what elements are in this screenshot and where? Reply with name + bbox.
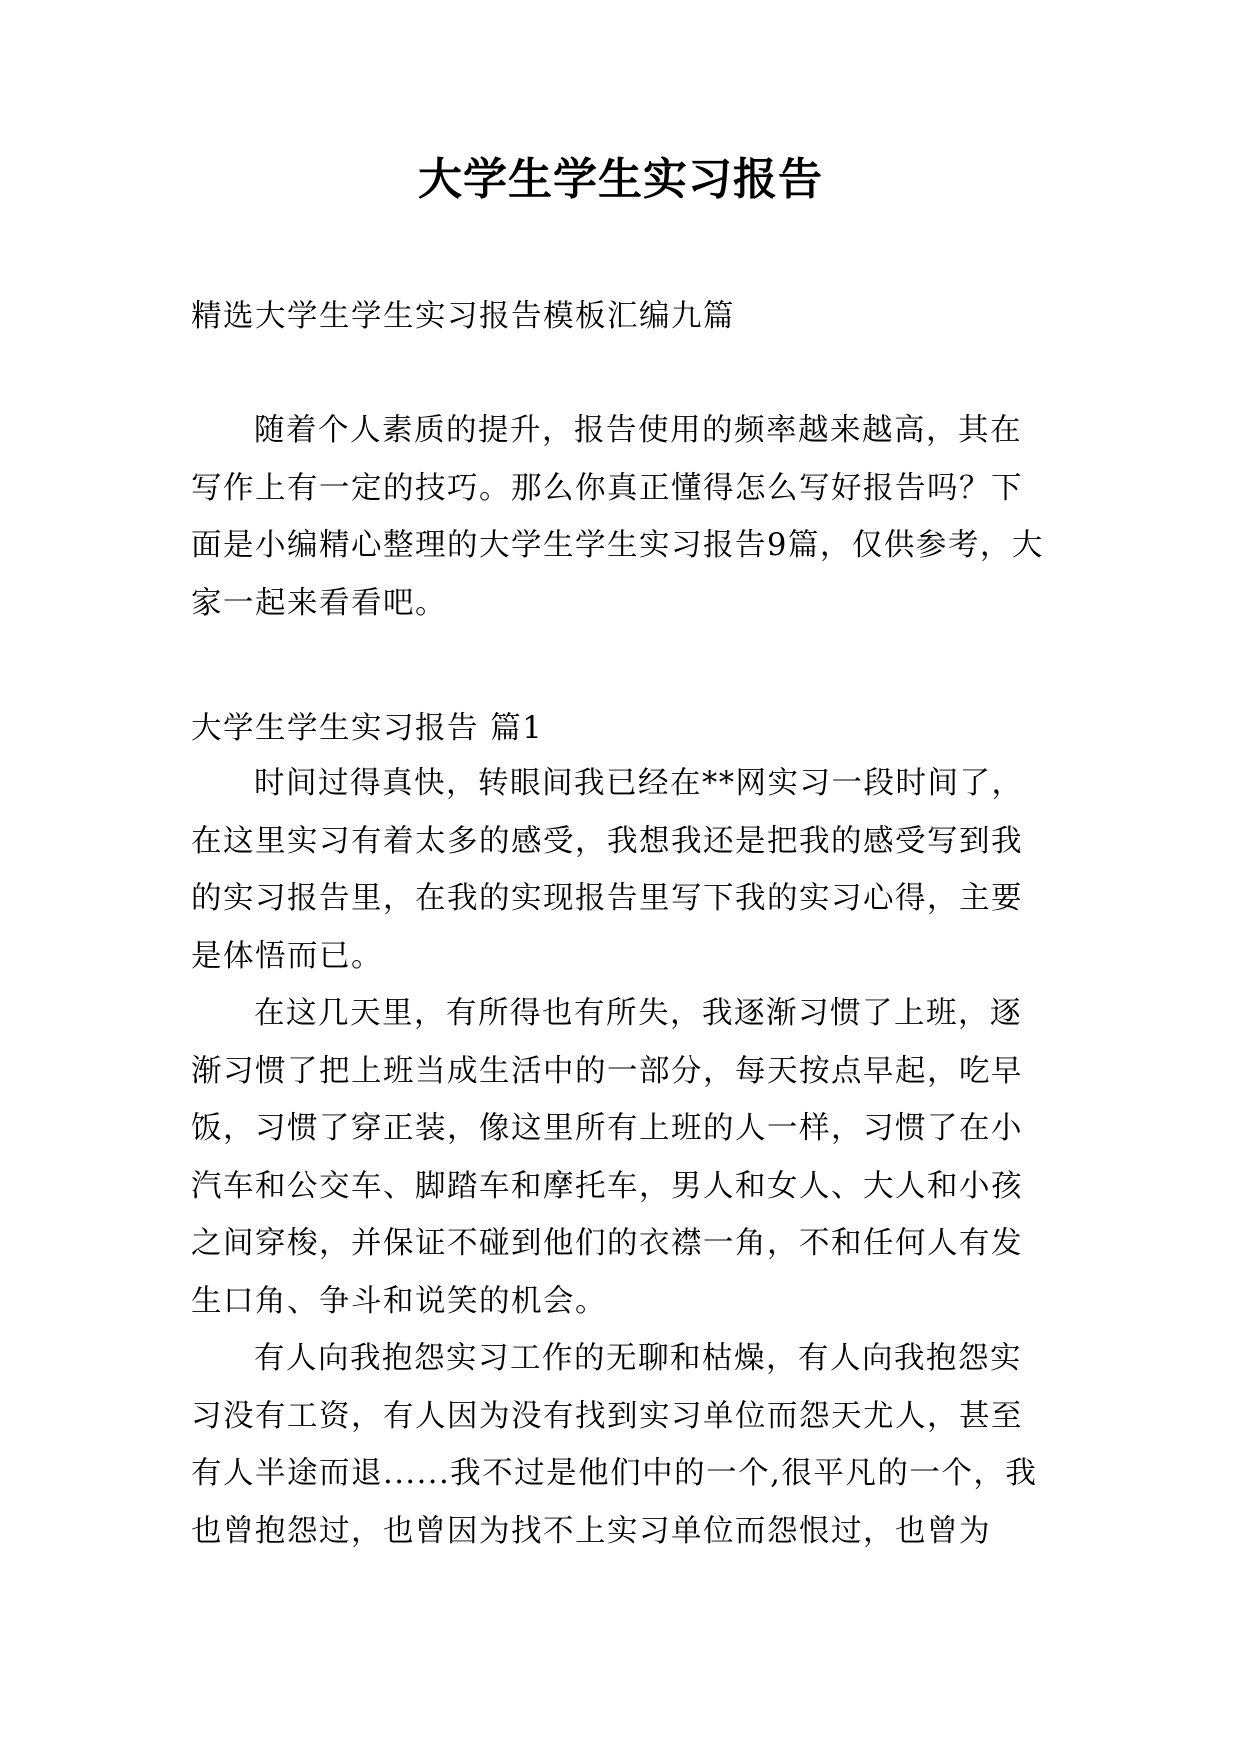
body-paragraph: 时间过得真快，转眼间我已经在**网实习一段时间了，在这里实习有着太多的感受，我想我还是把我的感受写到我的实习报告里，在我的实现报告里写下我的实习心得，主要是体悟而已。: [191, 766, 1024, 974]
intro-paragraph: 随着个人素质的提升，报告使用的频率越来越高，其在写作上有一定的技巧。那么你真正懂得怎么写好报告吗？下面是小编精心整理的大学生学生实习报告9篇，仅供参考，大家一起来看看吧。: [191, 413, 1044, 621]
body-paragraph: 在这几天里，有所得也有所失，我逐渐习惯了上班，逐渐习惯了把上班当成生活中的一部分，每天按点早起，吃早饭，习惯了穿正装，像这里所有上班的人一样，习惯了在小汽车和公交车、脚踏车和摩托车，男人和女人、大人和小孩之间穿梭，并保证不碰到他们的衣襟一角，不和任何人有发生口角、争斗和说笑的机会。: [191, 996, 1023, 1319]
document-title: 大学生学生实习报告: [418, 154, 823, 205]
document-subtitle: 精选大学生学生实习报告模板汇编九篇: [191, 299, 735, 334]
section-body: [191, 755, 1051, 1560]
section-heading: 大学生学生实习报告 篇1: [191, 711, 544, 746]
body-paragraph: 有人向我抱怨实习工作的无聊和枯燥，有人向我抱怨实习没有工资，有人因为没有找到实习单位而怨天尤人，甚至有人半途而退......我不过是他们中的一个,很平凡的一个，我也曾抱怨过，也曾因为找不上实习单位而怨恨过，也曾为: [191, 1341, 1038, 1549]
